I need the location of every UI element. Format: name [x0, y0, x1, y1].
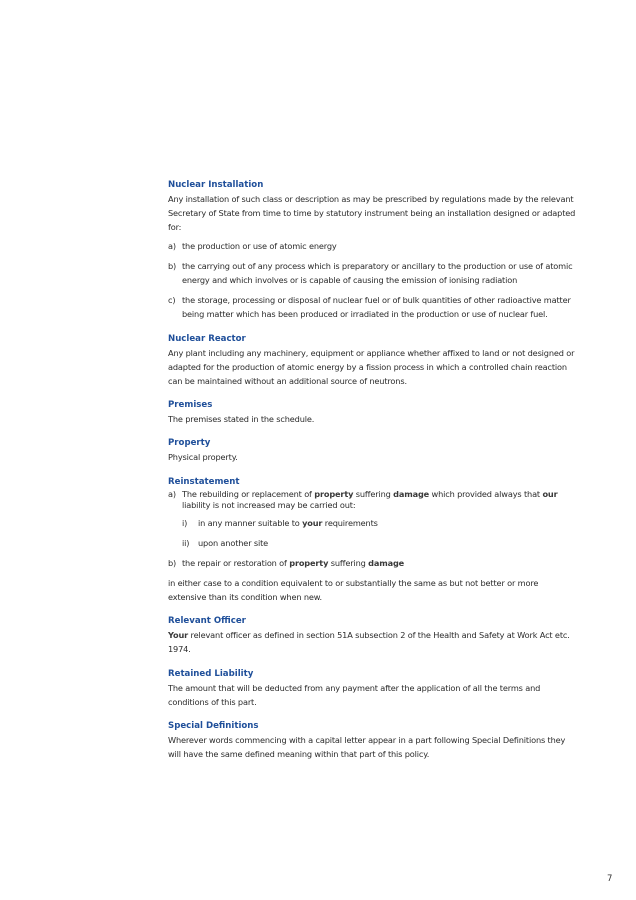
text-run: in any manner suitable to — [198, 517, 303, 528]
heading-property: Property — [168, 438, 211, 449]
heading-nuclear-reactor: Nuclear Reactor — [168, 333, 246, 344]
list-item — [168, 293, 578, 321]
defined-term: damage — [393, 488, 430, 499]
definition-property — [168, 437, 578, 464]
defined-term: damage — [368, 557, 405, 568]
reinstatement-sublist — [182, 516, 578, 550]
nuclear-installation-list — [168, 239, 578, 322]
list-item — [168, 556, 578, 570]
defined-term: your — [302, 517, 323, 528]
list-marker: ii) — [182, 537, 190, 548]
reinstatement-closing: in either case to a condition equivalent to or substantially the same as but not better or more extensive than its condition when new. — [168, 577, 539, 603]
definition-nuclear-reactor — [168, 333, 578, 389]
text-run: which provided always that — [429, 488, 543, 499]
list-marker: i) — [182, 517, 188, 528]
reinstatement-list — [168, 489, 578, 570]
nuclear-installation-intro: Any installation of such class or description as may be prescribed by regulations made by the relevant Secretary of State from time to time by statutory instrument being an installation designed or adapted for: — [168, 194, 576, 233]
list-item-text: the carrying out of any process which is preparatory or ancillary to the production or use of atomic energy and which involves or is capable of causing the emission of ionising radiation — [182, 260, 573, 286]
heading-reinstatement: Reinstatement — [168, 476, 240, 487]
list-marker: b) — [168, 557, 177, 568]
list-marker: a) — [168, 488, 176, 499]
list-item — [168, 259, 578, 287]
definition-reinstatement — [168, 476, 578, 605]
heading-retained-liability: Retained Liability — [168, 668, 254, 679]
defined-term: our — [542, 488, 558, 499]
defined-term: property — [314, 488, 354, 499]
heading-relevant-officer: Relevant Officer — [168, 616, 246, 627]
list-marker: a) — [168, 240, 176, 251]
page-number: 7 — [607, 874, 613, 884]
text-run: suffering — [328, 557, 369, 568]
heading-premises: Premises — [168, 400, 213, 411]
sublist-item — [182, 516, 578, 530]
list-marker: b) — [168, 260, 177, 271]
text-run: relevant officer as defined in section 51A subsection 2 of the Health and Safety at Work Act etc. 1974. — [168, 630, 570, 655]
heading-special-definitions: Special Definitions — [168, 721, 259, 732]
defined-term: Your — [168, 630, 189, 641]
text-run: The rebuilding or replacement of — [182, 488, 315, 499]
list-item-text: the production or use of atomic energy — [182, 240, 337, 251]
list-marker: c) — [168, 295, 176, 306]
premises-text: The premises stated in the schedule. — [168, 414, 315, 425]
text-run: upon another site — [198, 537, 269, 548]
definition-premises — [168, 399, 578, 426]
definition-nuclear-installation — [168, 179, 578, 322]
sublist-item — [182, 536, 578, 550]
special-definitions-text: Wherever words commencing with a capital letter appear in a part following Special Definitions they will have the same defined meaning within that part of this policy. — [168, 735, 566, 760]
retained-liability-text: The amount that will be deducted from any payment after the application of all the terms and conditions of this part. — [168, 682, 541, 707]
definition-special-definitions — [168, 720, 578, 761]
text-run: suffering — [353, 488, 394, 499]
property-text: Physical property. — [168, 452, 238, 463]
definitions-content — [168, 179, 578, 772]
definition-relevant-officer — [168, 615, 578, 656]
defined-term: property — [289, 557, 329, 568]
text-run: liability is not increased may be carried out: — [182, 499, 356, 510]
list-item — [168, 239, 578, 253]
definition-retained-liability — [168, 668, 578, 709]
list-item-text: the storage, processing or disposal of nuclear fuel or of bulk quantities of other radioactive matter being matter which has been produced or irradiated in the production or use of nuclear fuel. — [182, 295, 571, 320]
text-run: the repair or restoration of — [182, 557, 290, 568]
text-run: requirements — [322, 517, 378, 528]
list-item — [168, 489, 578, 550]
relevant-officer-text — [168, 628, 578, 656]
nuclear-reactor-text: Any plant including any machinery, equipment or appliance whether affixed to land or not designed or adapted for the production of atomic energy by a fission process in which a controlled chain reaction can be maintained without an additional source of neutrons. — [168, 347, 575, 387]
heading-nuclear-installation: Nuclear Installation — [168, 180, 264, 190]
